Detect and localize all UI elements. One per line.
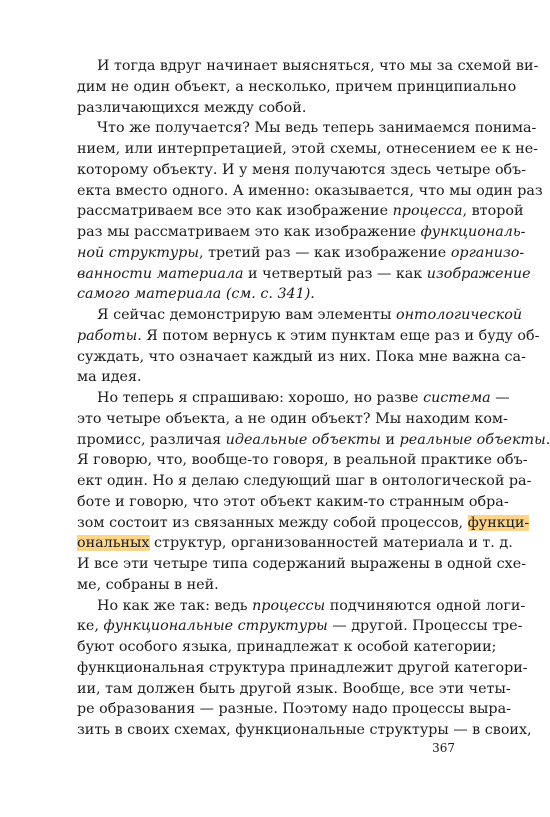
italic-text: ной структуры	[77, 244, 199, 261]
text-line	[77, 201, 524, 222]
text-line	[77, 533, 513, 554]
text-segment: ме, собраны в ней.	[77, 576, 219, 593]
text-segment: .	[545, 431, 550, 448]
text-line	[77, 492, 509, 513]
text-line	[77, 596, 526, 617]
text-segment: которому объекту. И у меня получаются здесь четыре объ-	[77, 161, 527, 178]
text-line	[77, 513, 530, 534]
text-segment: ре образования — разные. Поэтому надо процессы выра-	[77, 701, 511, 718]
text-segment: и	[380, 431, 400, 448]
italic-text: функциональные структуры	[103, 618, 328, 635]
text-line	[77, 118, 537, 139]
text-segment: Но теперь я спрашиваю: хорошо, но разве	[97, 390, 424, 406]
text-line	[77, 450, 528, 471]
italic-text: функциональ-	[420, 224, 526, 240]
text-line	[77, 347, 526, 368]
text-segment: суждать, что означает каждый из них. Пока мне важна са-	[77, 348, 526, 365]
text-segment: , третий раз — как изображение	[198, 244, 451, 261]
text-segment: это четыре объекта, а не один объект? Мы находим ком-	[77, 410, 508, 427]
italic-text: ванности материала	[77, 265, 244, 282]
text-segment: ии, там должен быть другой язык. Вообще, все эти четы-	[77, 680, 511, 697]
italic-text: процесса	[392, 203, 463, 220]
text-line	[77, 181, 543, 202]
text-line	[77, 388, 510, 409]
text-line	[77, 679, 511, 700]
text-segment: и четвертый раз — как	[243, 265, 427, 282]
text-segment: —	[490, 390, 510, 406]
text-segment: различающихся между собой.	[77, 99, 307, 116]
text-line	[77, 658, 528, 679]
text-line	[77, 98, 455, 119]
text-segment: , второй	[462, 203, 524, 220]
text-segment: зить в своих схемах, функциональные структуры — в своих,	[77, 722, 532, 738]
text-line	[77, 471, 532, 492]
text-segment: Я говорю, что, вообще-то говоря, в реальной практике объ-	[77, 452, 528, 469]
text-line	[77, 367, 455, 388]
text-segment: боте и говорю, что этот объект каким-то странным обра-	[77, 493, 509, 510]
text-segment: рассматриваем все это как изображение	[77, 203, 393, 220]
italic-text: самого материала (см. с. 341).	[77, 286, 315, 303]
text-line	[77, 616, 523, 637]
text-line	[77, 243, 525, 264]
text-line	[77, 326, 540, 347]
text-segment: функциональная структура принадлежит другой категори-	[77, 659, 528, 676]
text-line	[77, 430, 550, 451]
text-segment: дим не один объект, а несколько, причем принципиально	[77, 78, 517, 95]
text-line	[77, 264, 531, 285]
italic-text: реальные объекты	[399, 431, 546, 448]
text-segment: — другой. Процессы тре-	[327, 618, 523, 635]
text-segment: промисс, различая	[77, 431, 226, 448]
italic-text: идеальные объекты	[225, 431, 381, 448]
text-segment: Я сейчас демонстрирую вам элементы	[97, 307, 397, 323]
italic-text: изображение	[426, 265, 531, 282]
highlighted-text: ональных	[77, 535, 150, 552]
text-line	[77, 637, 497, 658]
text-line	[77, 699, 511, 720]
text-segment: зом состоит из связанных между собой процессов,	[77, 514, 468, 531]
text-line	[77, 139, 539, 160]
text-segment: Но как же так: ведь	[97, 597, 253, 614]
page-number: 367	[432, 741, 455, 755]
text-segment: подчиняются одной логи-	[325, 597, 526, 614]
text-segment: екта вместо одного. А именно: оказывается, что мы один раз	[77, 182, 543, 199]
italic-text: онтологической	[396, 307, 523, 323]
text-segment: раз мы рассматриваем это как изображение	[77, 224, 421, 240]
italic-text: процессы	[252, 597, 326, 614]
italic-text: организо-	[450, 244, 525, 261]
text-segment: структур, организованностей материала и т. д.	[149, 535, 513, 552]
text-line	[77, 160, 527, 181]
text-line	[77, 77, 517, 98]
text-line	[77, 305, 523, 326]
text-line	[77, 575, 455, 596]
text-segment: ма идея.	[77, 369, 142, 386]
highlighted-text: функци-	[467, 514, 530, 531]
text-line	[77, 284, 455, 305]
text-segment: И тогда вдруг начинает выясняться, что мы за схемой ви-	[97, 58, 539, 74]
text-line	[77, 720, 532, 741]
text-line	[77, 222, 526, 243]
text-line	[77, 554, 527, 575]
text-segment: ект один. Но я делаю следующий шаг в онтологической ра-	[77, 473, 532, 489]
text-segment: нием, или интерпретацией, этой схемы, отнесением ее к не-	[77, 141, 539, 157]
text-line	[77, 56, 539, 77]
text-segment: . Я потом вернусь к этим пунктам еще раз и буду об-	[137, 327, 540, 344]
text-line	[77, 409, 508, 430]
text-segment: Что же получается? Мы ведь теперь занимаемся понима-	[97, 120, 537, 137]
page-body-text	[77, 56, 550, 741]
text-segment: И все эти четыре типа содержаний выражены в одной схе-	[77, 556, 527, 572]
italic-text: работы	[77, 327, 138, 344]
text-segment: ке,	[77, 618, 104, 635]
text-segment: буют особого языка, принадлежат к особой категории;	[77, 639, 497, 655]
italic-text: система	[423, 390, 491, 406]
